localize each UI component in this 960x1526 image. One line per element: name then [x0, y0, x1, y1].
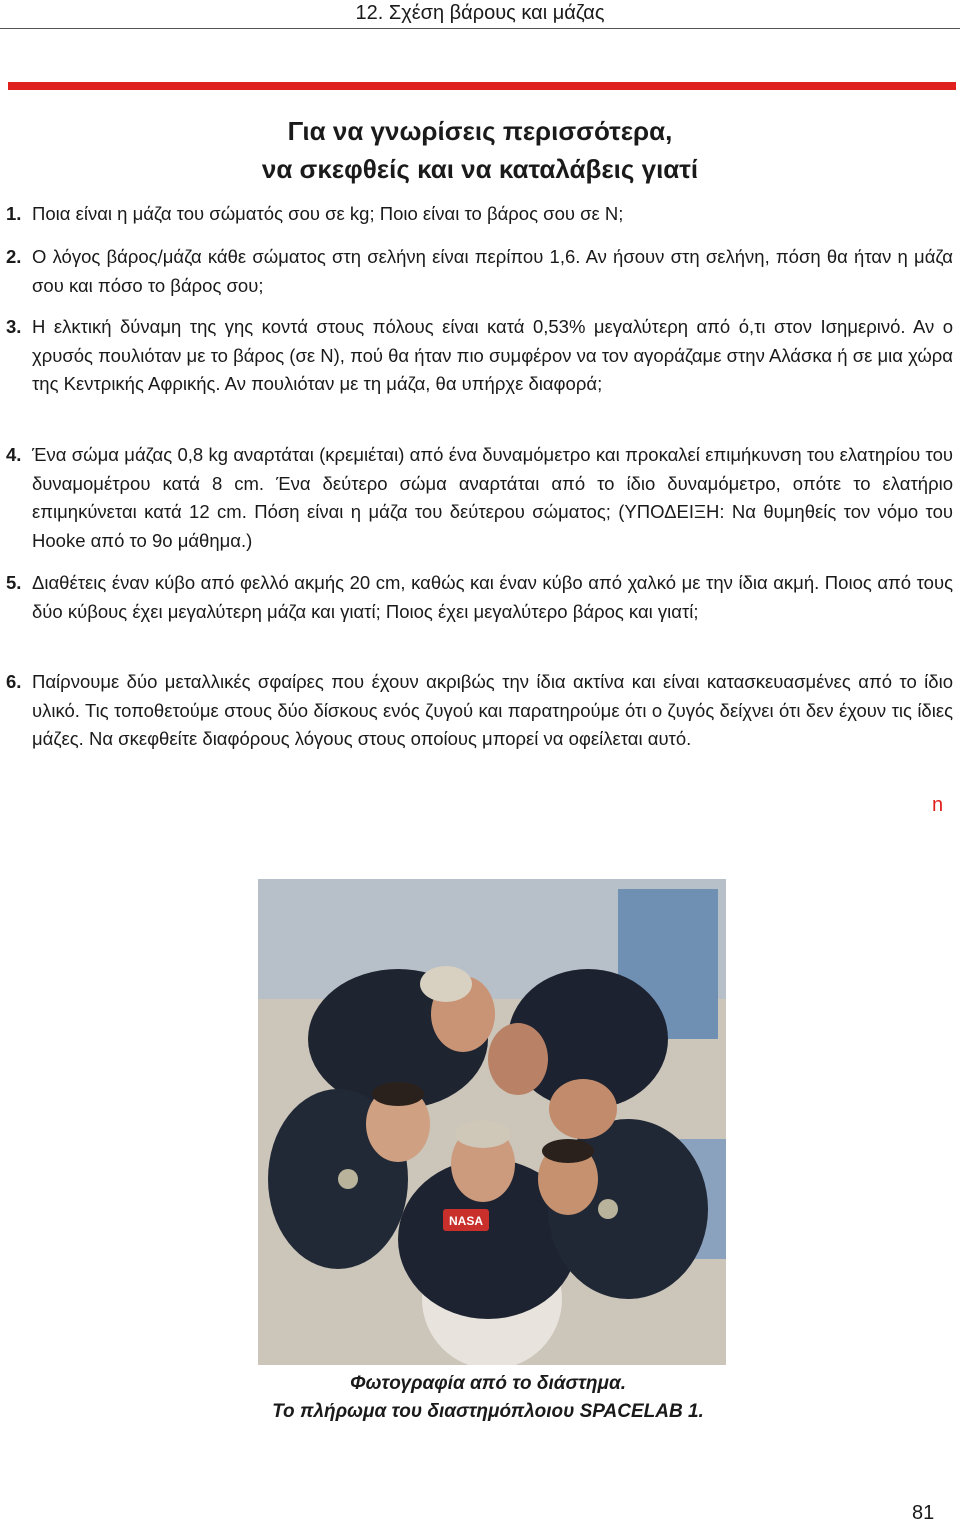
- question-number: 1.: [6, 203, 22, 224]
- question-text: Διαθέτεις έναν κύβο από φελλό ακμής 20 cm, καθώς και έναν κύβο από χαλκό με την ίδια ακμή. Ποιος από τους δύο κύβους έχει μεγαλύτερη μάζα και γιατί; Ποιος έχει μεγαλύτερο βάρος και γιατί;: [32, 572, 953, 622]
- crew-face: [488, 1023, 548, 1095]
- running-header: 12. Σχέση βάρους και μάζας: [355, 2, 605, 24]
- question-number: 4.: [6, 444, 22, 465]
- section-title-line-1: Για να γνωρίσεις περισσότερα,: [287, 116, 673, 146]
- stray-mark: n: [932, 794, 944, 816]
- crew-hair: [420, 966, 472, 1002]
- question-text: Ο λόγος βάρος/μάζα κάθε σώματος στη σελήνη είναι περίπου 1,6. Αν ήσουν στη σελήνη, πόση θα ήταν η μάζα σου και πόσο το βάρος σου;: [32, 246, 953, 296]
- page-number: 81: [912, 1502, 935, 1524]
- question-item: [0, 243, 960, 300]
- question-number: 3.: [6, 316, 22, 337]
- question-item: [0, 200, 960, 229]
- question-number: 2.: [6, 246, 22, 267]
- photo-caption-line-1: Φωτογραφία από το διάστημα.: [349, 1373, 627, 1394]
- mission-patch: [338, 1169, 358, 1189]
- question-number: 5.: [6, 572, 22, 593]
- mission-patch: [598, 1199, 618, 1219]
- crew-hair: [455, 1120, 511, 1148]
- section-title: [0, 112, 960, 188]
- question-text: Ποια είναι η μάζα του σώματός σου σε kg; Ποιο είναι το βάρος σου σε N;: [32, 203, 624, 224]
- crew-face: [549, 1079, 617, 1139]
- photo-caption: [0, 1370, 960, 1426]
- nasa-patch-label: NASA: [448, 1214, 484, 1228]
- crew-photo-illustration: [258, 879, 726, 1365]
- question-item: [0, 569, 960, 626]
- section-accent-bar: [8, 82, 956, 90]
- header-rule: [0, 28, 960, 29]
- question-text: Ένα σώμα μάζας 0,8 kg αναρτάται (κρεμιέται) από ένα δυναμόμετρο και προκαλεί επιμήκυνση του ελατηρίου του δυναμομέτρου κατά 8 cm. Ένα δεύτερο σώμα αναρτάται από το ίδιο δυναμόμετρο, οπότε το ελατήριο επιμηκύνεται κατά 12 cm. Πόση είναι η μάζα του δεύτερου σώματος; (ΥΠΟΔΕΙΞΗ: Να θυμηθείς τον νόμο του Hooke από το 9ο μάθημα.): [32, 444, 953, 551]
- question-item: [0, 313, 960, 399]
- question-item: [0, 441, 960, 555]
- question-text: Η ελκτική δύναμη της γης κοντά στους πόλους είναι κατά 0,53% μεγαλύτερη από ό,τι στον Ισημερινό. Αν ο χρυσός πουλιόταν με το βάρος (σε N), πού θα ήταν πιο συμφέρον να τον αγοράζαμε στην Αλάσκα ή σε μια χώρα της Κεντρικής Αφρικής. Αν πουλιόταν με τη μάζα, θα υπήρχε διαφορά;: [32, 316, 953, 394]
- section-title-line-2: να σκεφθείς και να καταλάβεις γιατί: [261, 154, 699, 184]
- photo-caption-line-2: Το πλήρωμα του διαστημόπλοιου SPACELAB 1.: [272, 1401, 704, 1422]
- crew-hair: [542, 1139, 594, 1163]
- crew-hair: [372, 1082, 424, 1106]
- question-text: Παίρνουμε δύο μεταλλικές σφαίρες που έχουν ακριβώς την ίδια ακτίνα και είναι κατασκευασμένες από το ίδιο υλικό. Τις τοποθετούμε στους δύο δίσκους ενός ζυγού και παρατηρούμε ότι ο ζυγός δείχνει ότι δεν έχουν τις ίδιες μάζες. Να σκεφθείτε διαφόρους λόγους στους οποίους μπορεί να οφείλεται αυτό.: [32, 671, 953, 749]
- question-item: [0, 668, 960, 754]
- crew-photo: [258, 879, 726, 1365]
- question-number: 6.: [6, 671, 22, 692]
